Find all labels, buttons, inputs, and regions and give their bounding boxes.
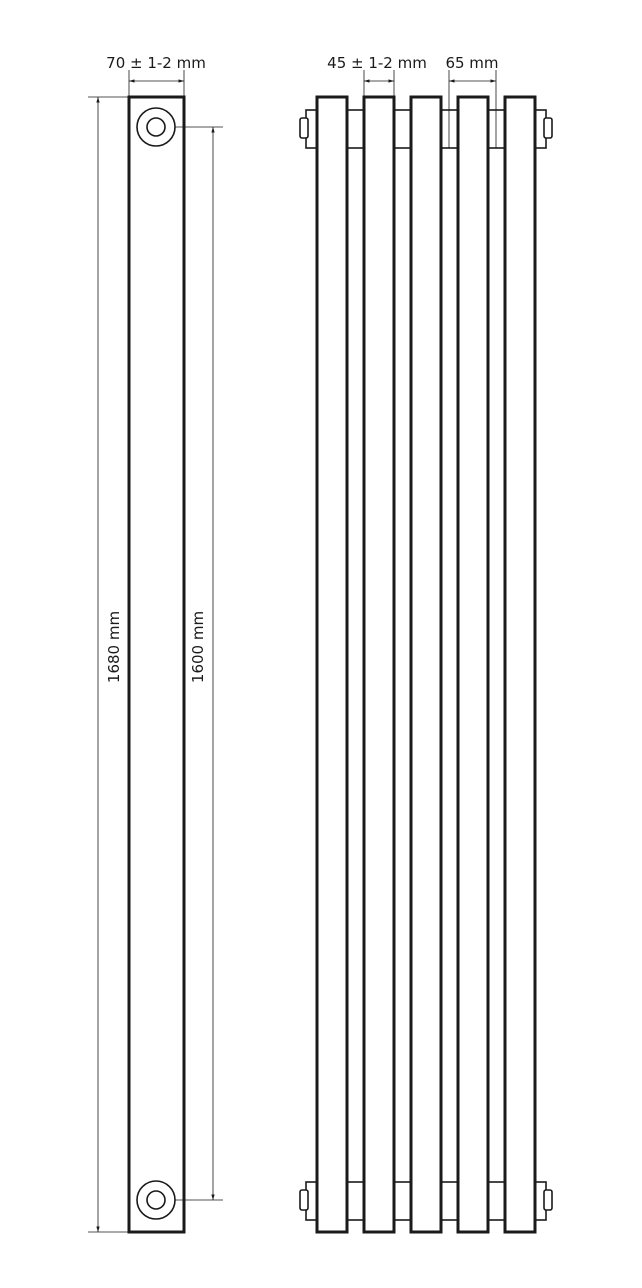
radiator-tube-1 <box>317 97 347 1232</box>
top-connection-port <box>137 108 175 146</box>
radiator-tube-3 <box>411 97 441 1232</box>
side-view <box>88 54 223 1232</box>
side-view-profile <box>129 97 184 1232</box>
radiator-tube-2 <box>364 97 394 1232</box>
radiator-tube-4 <box>458 97 488 1232</box>
width-dimension <box>106 54 206 97</box>
bottom-connection-port <box>137 1181 175 1219</box>
tube-width-dimension <box>327 54 427 97</box>
front-view <box>300 54 552 1232</box>
overall-height-dimension <box>88 97 129 1232</box>
overall-height-label: 1680 mm <box>105 610 123 684</box>
width-label: 70 ± 1-2 mm <box>106 54 206 72</box>
radiator-tube-5 <box>505 97 535 1232</box>
tube-width-label: 45 ± 1-2 mm <box>327 54 427 72</box>
pitch-label: 65 mm <box>445 54 499 72</box>
center-distance-label: 1600 mm <box>189 610 207 684</box>
